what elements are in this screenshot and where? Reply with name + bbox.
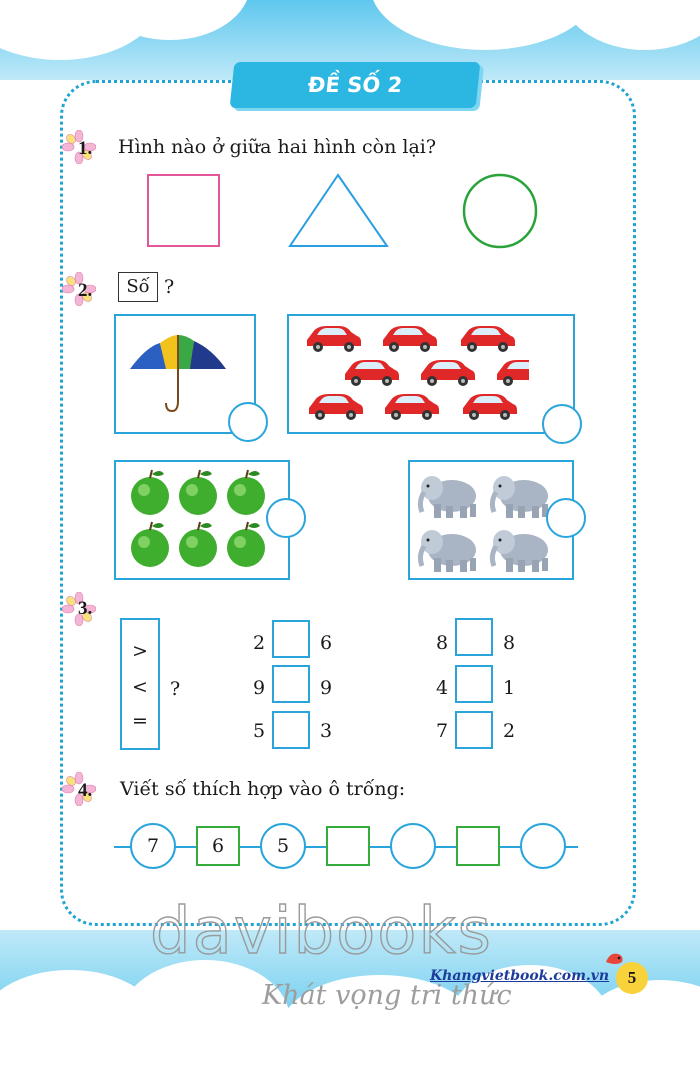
- sequence-circle[interactable]: [390, 823, 436, 869]
- compare-left-b: 6: [320, 632, 333, 654]
- compare-right-b: 8: [503, 632, 516, 654]
- publisher-site: Khangvietbook.com.vn: [430, 968, 610, 984]
- compare-slot[interactable]: [455, 618, 493, 656]
- question-1-shapes: [140, 168, 560, 254]
- question-1-number: 1.: [78, 138, 93, 159]
- compare-right-b: 1: [503, 677, 516, 699]
- compare-left-b: 3: [320, 720, 333, 742]
- compare-slot[interactable]: [272, 620, 310, 658]
- compare-right-a: 8: [436, 632, 449, 654]
- sequence-circle[interactable]: 5: [260, 823, 306, 869]
- compare-slot[interactable]: [455, 665, 493, 703]
- compare-left-a: 5: [253, 720, 266, 742]
- cars-icon: [299, 322, 529, 424]
- blue-triangle: [290, 175, 387, 246]
- compare-left-a: 9: [253, 677, 266, 699]
- sign-greater: >: [132, 640, 148, 662]
- so-label-box: Số: [118, 272, 158, 302]
- elephants-icon: [416, 466, 556, 576]
- page-number: 5: [616, 962, 648, 994]
- answer-circle-elephants[interactable]: [546, 498, 586, 538]
- watermark-tagline: Khát vọng tri thức: [262, 980, 512, 1011]
- signs-question-mark: ?: [170, 678, 181, 700]
- apples-card: [114, 460, 290, 580]
- answer-circle-cars[interactable]: [542, 404, 582, 444]
- question-2-mark: ?: [164, 276, 175, 298]
- question-4-number: 4.: [78, 780, 93, 801]
- compare-right-a: 4: [436, 677, 449, 699]
- sequence-circle[interactable]: 7: [130, 823, 176, 869]
- answer-circle-umbrella[interactable]: [228, 402, 268, 442]
- answer-circle-apples[interactable]: [266, 498, 306, 538]
- question-1-text: Hình nào ở giữa hai hình còn lại?: [118, 136, 437, 158]
- signs-box: [120, 618, 160, 750]
- compare-right-b: 2: [503, 720, 516, 742]
- apples-icon: [124, 468, 274, 574]
- compare-left-a: 2: [253, 632, 266, 654]
- compare-slot[interactable]: [272, 711, 310, 749]
- compare-slot[interactable]: [272, 665, 310, 703]
- watermark-logo: davibooks: [150, 895, 493, 969]
- question-3-number: 3.: [78, 598, 93, 619]
- green-circle: [464, 175, 536, 247]
- sign-equal: =: [132, 710, 148, 732]
- question-4-text: Viết số thích hợp vào ô trống:: [120, 778, 406, 800]
- sign-less: <: [132, 676, 148, 698]
- sequence-square[interactable]: [456, 826, 500, 866]
- page-title: ĐỀ SỐ 2: [230, 62, 481, 108]
- umbrella-icon: [126, 331, 230, 415]
- cars-card: [287, 314, 575, 434]
- compare-right-a: 7: [436, 720, 449, 742]
- sequence-square[interactable]: [326, 826, 370, 866]
- sequence-square[interactable]: 6: [196, 826, 240, 866]
- compare-left-b: 9: [320, 677, 333, 699]
- question-2-number: 2.: [78, 280, 93, 301]
- compare-slot[interactable]: [455, 711, 493, 749]
- sequence-circle[interactable]: [520, 823, 566, 869]
- pink-square: [148, 175, 219, 246]
